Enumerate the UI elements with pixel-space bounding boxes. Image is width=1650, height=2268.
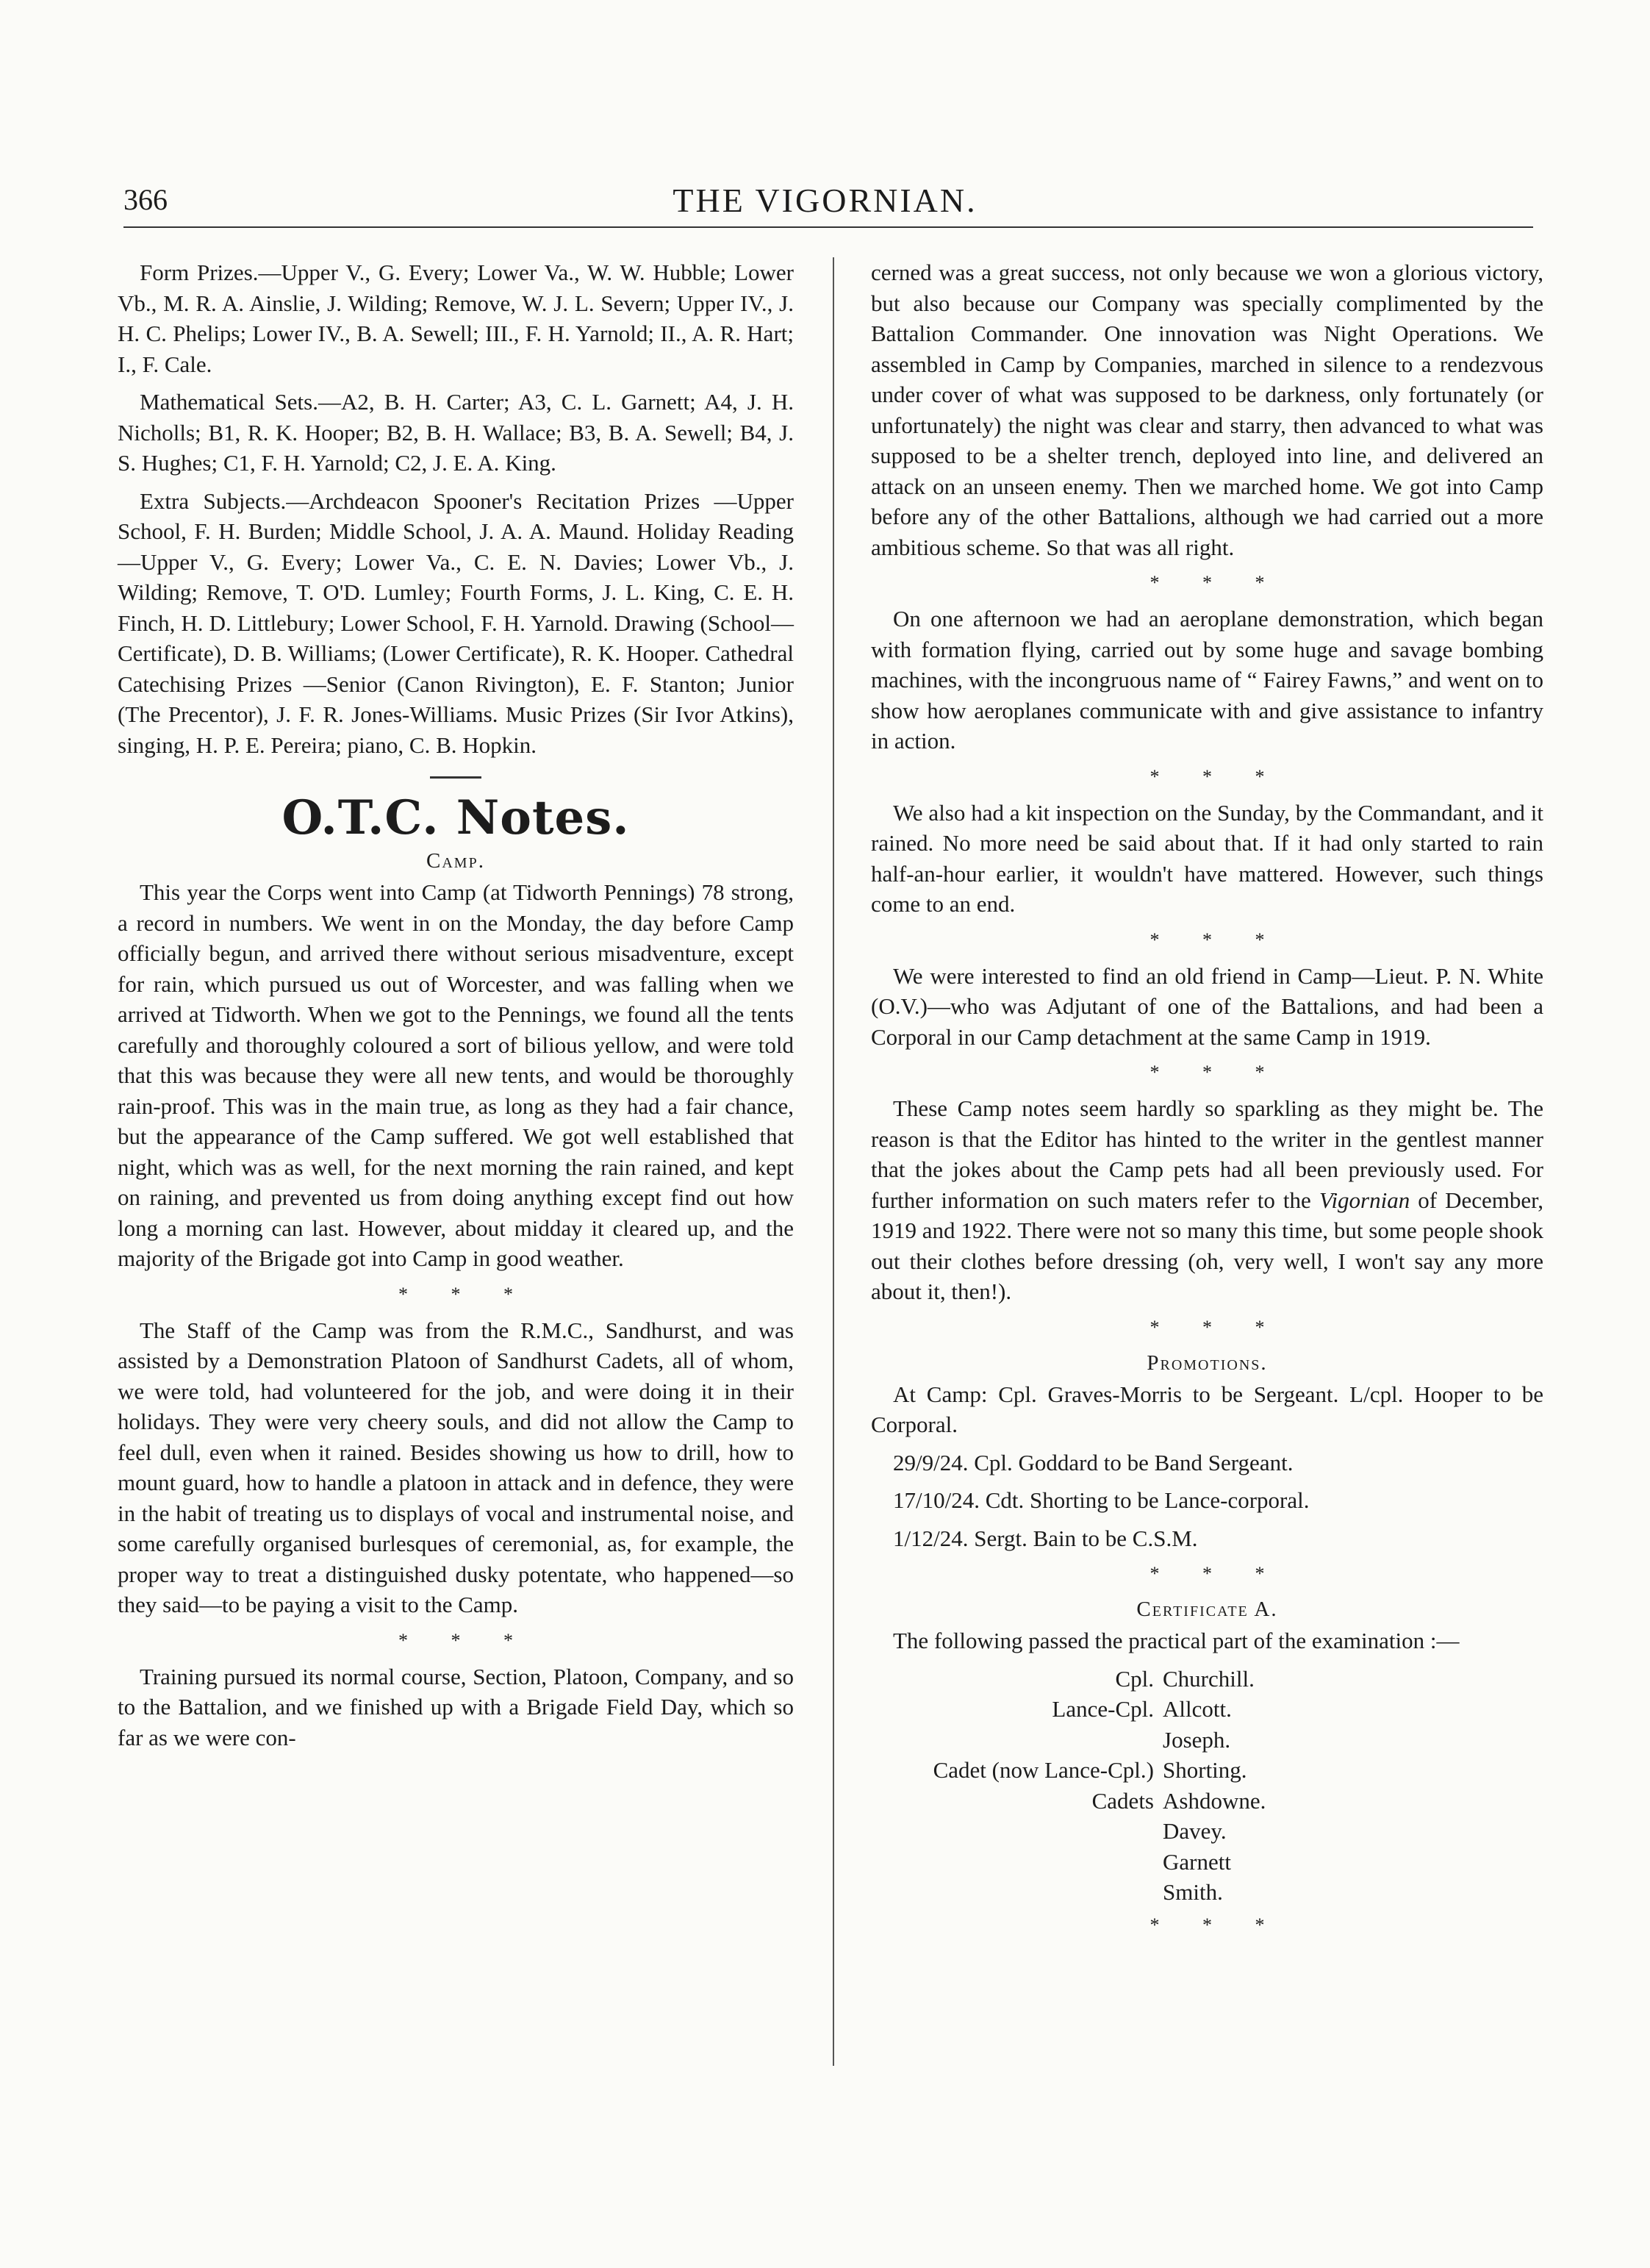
certificate-name: Ashdowne.: [1163, 1787, 1266, 1814]
camp-notes-paragraph: [871, 1093, 1543, 1307]
certificate-rank: Cpl.: [1115, 1665, 1154, 1692]
header-rule: [123, 226, 1533, 228]
extra-subjects-paragraph: Extra Subjects.—Archdeacon Spooner's Recitation Prizes —Upper School, F. H. Burden; Middle School, J. A. A. Maund. Holiday Reading—Upper V., G. Every; Lower Va., C. E. N. Davies; Lower Vb., J. Wilding; Remove, T. O'D. Lumley; Fourth Forms, J. L. King, C. E. H. Finch, H. D. Littlebury; Lower School, F. H. Yarnold. Drawing (School—Certificate), D. B. Williams; (Lower Certificate), R. K. Hooper. Cathedral Catechising Prizes —Senior (Canon Rivington), E. F. Stanton; Junior (The Precentor), J. F. R. Jones-Williams. Music Prizes (Sir Ivor Atkins), singing, H. P. E. Pereira; piano, C. B. Hopkin.: [118, 487, 794, 758]
camp-subheading: Camp.: [426, 849, 485, 873]
asterism-separator: * * *: [1149, 1062, 1284, 1083]
certificate-row: [871, 1725, 1543, 1756]
certificate-row: [871, 1664, 1543, 1695]
certificate-name: Smith.: [1163, 1879, 1223, 1905]
old-friend-paragraph: We were interested to find an old friend in Camp—Lieut. P. N. White (O.V.)—who was Adjutant of one of the Battalions, and had been a Corporal in our Camp detachment at the same Camp in 1919.: [871, 962, 1543, 1050]
right-column: [871, 257, 1543, 1946]
certificate-row: [871, 1694, 1543, 1725]
certificate-row: [871, 1786, 1543, 1817]
camp-notes-text-after: of December, 1919 and 1922. There were not so many this time, but some people shook out their clothes before dressing (oh, very well, I won't say any more about it, then!).: [871, 1187, 1543, 1304]
running-head-title: THE VIGORNIAN.: [672, 182, 978, 219]
certificate-list: [871, 1664, 1543, 1908]
promotion-item: 1/12/24. Sergt. Bain to be C.S.M.: [893, 1525, 1198, 1551]
column-divider: [833, 257, 834, 2066]
certificate-name: Joseph.: [1163, 1726, 1231, 1753]
certificate-name: Allcott.: [1163, 1696, 1232, 1722]
asterism-separator: * * *: [1149, 929, 1284, 951]
aeroplane-paragraph: On one afternoon we had an aeroplane demonstration, which began with formation flying, carried out by some huge and savage bombing machines, with the incongruous name of “ Fairey Fawns,” and went on to show how aeroplanes communicate with and give assistance to infantry in action.: [871, 606, 1543, 754]
certificate-rank: Cadets: [1091, 1787, 1154, 1814]
left-column: [118, 257, 794, 1760]
camp-paragraph-1: This year the Corps went into Camp (at Tidworth Pennings) 78 strong, a record in numbers. We went in on the Monday, the day before Camp officially begun, and arrived there without serious misadventure, except for rain, which pursued us out of Worcester, and was falling when we arrived at Tidworth. When we got to the Pennings, we found all the tents carefully and thoroughly coloured a sort of bilious yellow, and were told that this was because they were all new tents, and would be thoroughly rain-proof. This was in the main true, as long as they had a fair chance, but the appearance of the Camp suffered. We got well established that night, which was as well, for the next morning the rain rained, and kept on raining, and prevented us from doing anything except find out how long a morning can last. However, about midday it cleared up, and the majority of the Brigade got into Camp in good weather.: [118, 879, 794, 1271]
certificate-row: [871, 1755, 1543, 1786]
certificate-name: Garnett: [1163, 1848, 1231, 1875]
asterism-separator: * * *: [1149, 1316, 1284, 1338]
certificate-name: Davey.: [1163, 1818, 1227, 1844]
promotion-item: 29/9/24. Cpl. Goddard to be Band Sergeant.: [893, 1449, 1294, 1475]
camp-paragraph-3: Training pursued its normal course, Section, Platoon, Company, and so to the Battalion, and we finished up with a Brigade Field Day, which so far as we were con-: [118, 1663, 794, 1750]
certificate-row: [871, 1816, 1543, 1847]
mathematical-sets-paragraph: Mathematical Sets.—A2, B. H. Carter; A3, C. L. Garnett; A4, J. H. Nicholls; B1, R. K. Hooper; B2, B. H. Wallace; B3, B. A. Sewell; B4, J. S. Hughes; C1, F. H. Yarnold; C2, J. E. A. King.: [118, 389, 794, 476]
certificate-rank: [871, 1877, 1163, 1908]
asterism-separator: * * *: [1149, 1914, 1284, 1936]
section-divider-rule: [430, 776, 481, 779]
certificate-rank: [871, 1725, 1163, 1756]
asterism-separator: * * *: [1149, 1563, 1284, 1584]
certificate-row: [871, 1847, 1543, 1878]
certificate-rank: [871, 1816, 1163, 1847]
certificate-name: Shorting.: [1163, 1757, 1247, 1783]
certificate-rank: Lance-Cpl.: [1052, 1696, 1154, 1722]
field-day-continuation: cerned was a great success, not only because we won a glorious victory, but also because our Company was specially complimented by the Battalion Commander. One innovation was Night Operations. We assembled in Camp by Companies, marched in silence to a rendezvous under cover of what was supposed to be darkness, only fortunately (or unfortunately) the night was clear and starry, then advanced to what was supposed to be a shelter trench, deployed into line, and delivered an attack on an unseen enemy. Then we marched home. We got into Camp before any of the other Battalions, although we had carried out a more ambitious scheme. So that was all right.: [871, 260, 1543, 560]
asterism-separator: * * *: [1149, 572, 1284, 593]
certificate-rank: [871, 1847, 1163, 1878]
promotions-subheading: Promotions.: [1147, 1351, 1268, 1375]
otc-notes-title: O.T.C. Notes.: [281, 790, 630, 845]
asterism-separator: * * *: [398, 1283, 532, 1305]
certificate-rank: Cadet (now Lance-Cpl.): [933, 1757, 1154, 1783]
certificate-a-subheading: Certificate A.: [1136, 1598, 1278, 1621]
page-number: 366: [123, 183, 168, 216]
camp-notes-text-before: These Camp notes seem hardly so sparkling as they might be. The reason is that the Editor has hinted to the writer in the gentlest manner that the jokes about the Camp pets had all been previously used. For further information on such maters refer to the: [871, 1095, 1543, 1213]
kit-inspection-paragraph: We also had a kit inspection on the Sunday, by the Commandant, and it rained. No more need be said about that. If it had only started to rain half-an-hour earlier, it wouldn't have mattered. However, such things come to an end.: [871, 799, 1543, 917]
promotion-item: At Camp: Cpl. Graves-Morris to be Sergeant. L/cpl. Hooper to be Corporal.: [871, 1381, 1543, 1437]
asterism-separator: * * *: [1149, 765, 1284, 787]
asterism-separator: * * *: [398, 1629, 532, 1651]
promotion-item: 17/10/24. Cdt. Shorting to be Lance-corporal.: [893, 1487, 1310, 1513]
form-prizes-paragraph: Form Prizes.—Upper V., G. Every; Lower Va., W. W. Hubble; Lower Vb., M. R. A. Ainslie, J. Wilding; Remove, W. J. L. Severn; Upper IV., J. H. C. Phelips; Lower IV., B. A. Sewell; III., F. H. Yarnold; II., A. R. Hart; I., F. Cale.: [118, 260, 794, 377]
certificate-intro: The following passed the practical part of the examination :—: [893, 1628, 1460, 1653]
certificate-row: [871, 1877, 1543, 1908]
camp-paragraph-2: The Staff of the Camp was from the R.M.C., Sandhurst, and was assisted by a Demonstration Platoon of Sandhurst Cadets, all of whom, we were told, had volunteered for the job, and were doing it in their holidays. They were very cheery souls, and did not allow the Camp to feel dull, even when it rained. Besides showing us how to drill, how to mount guard, how to handle a platoon in attack and in defence, they were in the habit of treating us to displays of vocal and instrumental noise, and some carefully organised burlesques of ceremonial, as, for example, the proper way to treat a distinguished dusky potentate, who happened—so they said—to be paying a visit to the Camp.: [118, 1317, 794, 1617]
vigornian-italic: Vigornian: [1319, 1187, 1410, 1213]
certificate-name: Churchill.: [1163, 1665, 1255, 1692]
